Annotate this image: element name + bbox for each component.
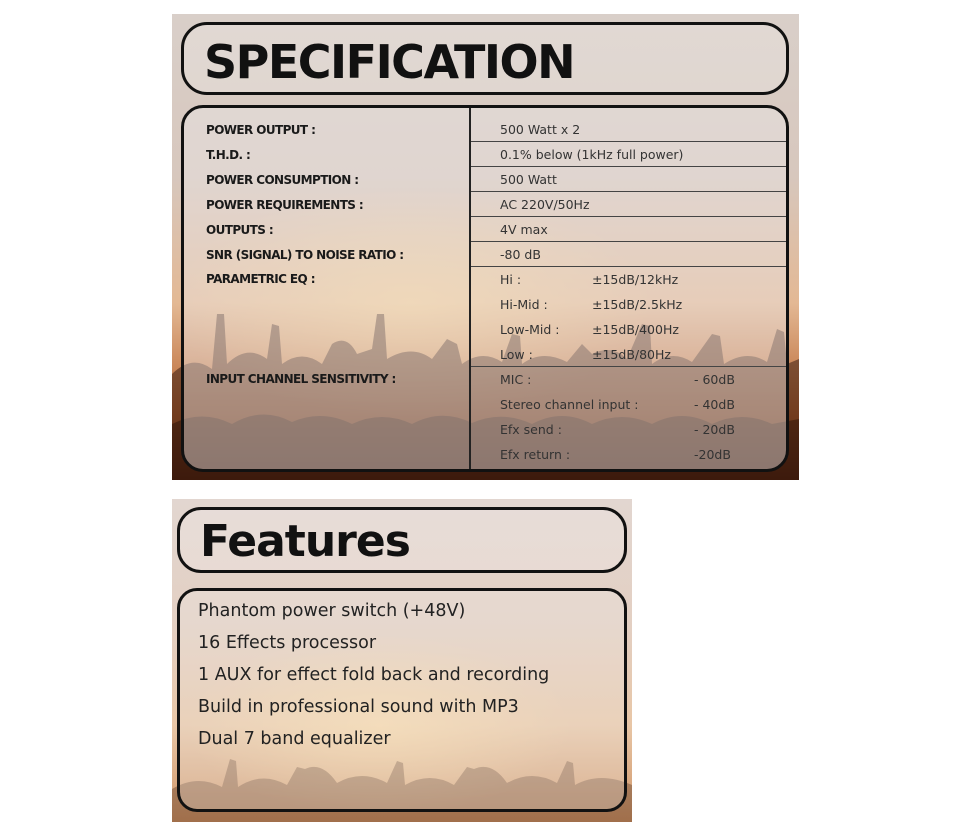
eq-band-value: ±15dB/400Hz: [592, 322, 679, 337]
spec-label-input-sensitivity: INPUT CHANNEL SENSITIVITY :: [206, 372, 396, 386]
specification-title: SPECIFICATION: [204, 35, 575, 89]
feature-item: Dual 7 band equalizer: [198, 729, 391, 749]
sensitivity-value: - 40dB: [694, 397, 735, 412]
spec-value-power-requirements: AC 220V/50Hz: [500, 197, 590, 212]
spec-label-outputs: OUTPUTS :: [206, 223, 274, 237]
features-list: [177, 588, 627, 812]
feature-item: 1 AUX for effect fold back and recording: [198, 665, 550, 685]
sensitivity-value: -20dB: [694, 447, 731, 462]
sensitivity-name: MIC :: [500, 372, 532, 387]
spec-value-power-consumption: 500 Watt: [500, 172, 557, 187]
eq-band-value: ±15dB/2.5kHz: [592, 297, 683, 312]
row-divider: [471, 241, 786, 242]
row-divider: [471, 216, 786, 217]
row-divider: [471, 191, 786, 192]
feature-item: 16 Effects processor: [198, 633, 377, 653]
eq-band-name: Hi-Mid :: [500, 297, 548, 312]
eq-band-name: Hi :: [500, 272, 522, 287]
spec-value-snr: -80 dB: [500, 247, 541, 262]
features-title: Features: [200, 516, 410, 567]
sensitivity-name: Efx send :: [500, 422, 562, 437]
spec-value-outputs: 4V max: [500, 222, 548, 237]
spec-label-snr: SNR (SIGNAL) TO NOISE RATIO :: [206, 248, 404, 262]
spec-label-thd: T.H.D. :: [206, 148, 251, 162]
row-divider: [471, 266, 786, 267]
specification-table: [181, 105, 789, 472]
features-panel: [172, 499, 632, 822]
sensitivity-value: - 20dB: [694, 422, 735, 437]
row-divider: [471, 366, 786, 367]
spec-label-power-requirements: POWER REQUIREMENTS :: [206, 198, 364, 212]
specification-panel: [172, 14, 799, 480]
sensitivity-value: - 60dB: [694, 372, 735, 387]
features-header: [177, 507, 627, 573]
row-divider: [471, 141, 786, 142]
column-divider: [469, 108, 471, 469]
eq-band-name: Low :: [500, 347, 533, 362]
spec-value-power-output: 500 Watt x 2: [500, 122, 581, 137]
spec-value-thd: 0.1% below (1kHz full power): [500, 147, 684, 162]
spec-label-power-output: POWER OUTPUT :: [206, 123, 316, 137]
eq-band-value: ±15dB/80Hz: [592, 347, 671, 362]
specification-header: [181, 22, 789, 95]
row-divider: [471, 166, 786, 167]
feature-item: Phantom power switch (+48V): [198, 601, 466, 621]
sensitivity-name: Efx return :: [500, 447, 571, 462]
spec-label-power-consumption: POWER CONSUMPTION :: [206, 173, 359, 187]
eq-band-value: ±15dB/12kHz: [592, 272, 679, 287]
spec-label-parametric-eq: PARAMETRIC EQ :: [206, 272, 315, 286]
feature-item: Build in professional sound with MP3: [198, 697, 519, 717]
sensitivity-name: Stereo channel input :: [500, 397, 639, 412]
eq-band-name: Low-Mid :: [500, 322, 560, 337]
